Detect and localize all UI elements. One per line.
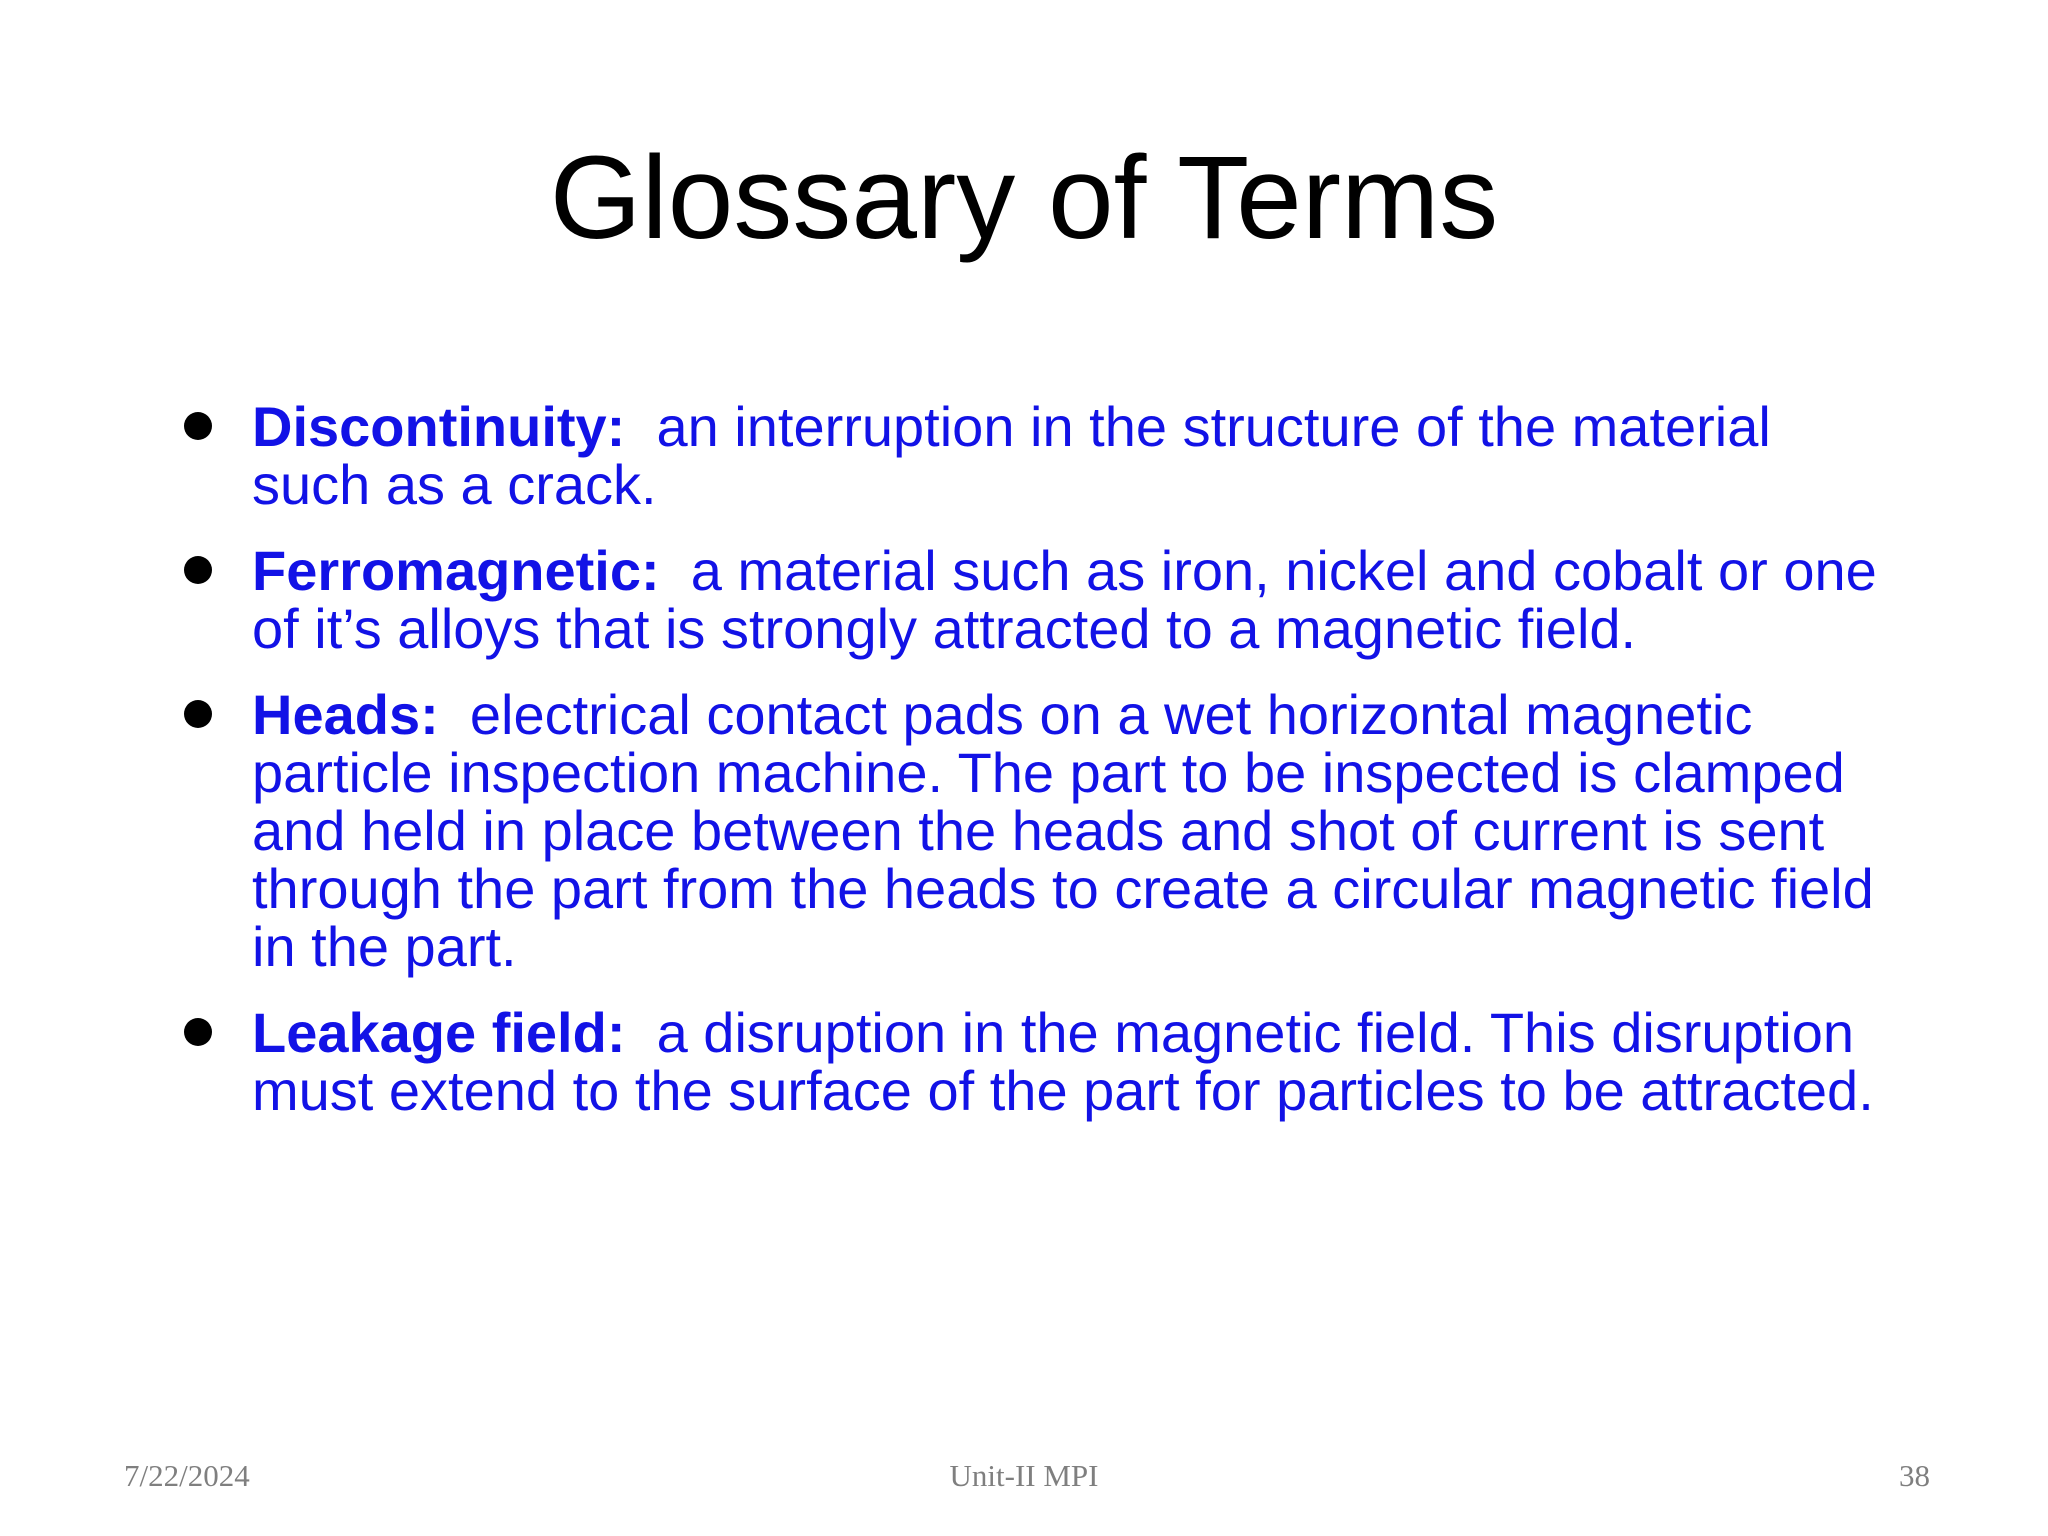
glossary-definition: an interruption in the structure of the material such as a crack.: [252, 395, 1771, 516]
glossary-entry-text: [252, 395, 1890, 516]
glossary-term: Ferromagnetic:: [252, 539, 660, 602]
glossary-item-heads: [170, 683, 1890, 978]
glossary-term: Discontinuity:: [252, 395, 626, 458]
glossary-list: [170, 395, 1890, 1148]
glossary-item-leakage-field: [170, 1001, 1890, 1122]
glossary-item-ferromagnetic: [170, 539, 1890, 660]
slide-title: Glossary of Terms: [549, 132, 1499, 264]
glossary-term: Leakage field:: [252, 1001, 626, 1064]
footer-date: 7/22/2024: [124, 1458, 250, 1493]
bullet-icon: [184, 556, 212, 584]
glossary-definition: a disruption in the magnetic field. This disruption must extend to the surface of the part for particles to be attracted.: [252, 1001, 1874, 1122]
glossary-entry-text: [252, 683, 1890, 978]
bullet-icon: [184, 1018, 212, 1046]
glossary-term: Heads:: [252, 683, 439, 746]
footer-unit-label: Unit-II MPI: [949, 1458, 1099, 1493]
glossary-item-discontinuity: [170, 395, 1890, 516]
glossary-entry-text: [252, 1001, 1890, 1122]
bullet-icon: [184, 700, 212, 728]
bullet-icon: [184, 412, 212, 440]
glossary-definition: electrical contact pads on a wet horizontal magnetic particle inspection machine. The part to be inspected is clamped and held in place between the heads and shot of current is sent through the part from the heads to create a circular magnetic field in the part.: [252, 683, 1874, 978]
glossary-entry-text: [252, 539, 1890, 660]
glossary-definition: a material such as iron, nickel and cobalt or one of it’s alloys that is strongly attracted to a magnetic field.: [252, 539, 1877, 660]
slide-page-number: 38: [1899, 1458, 1930, 1493]
